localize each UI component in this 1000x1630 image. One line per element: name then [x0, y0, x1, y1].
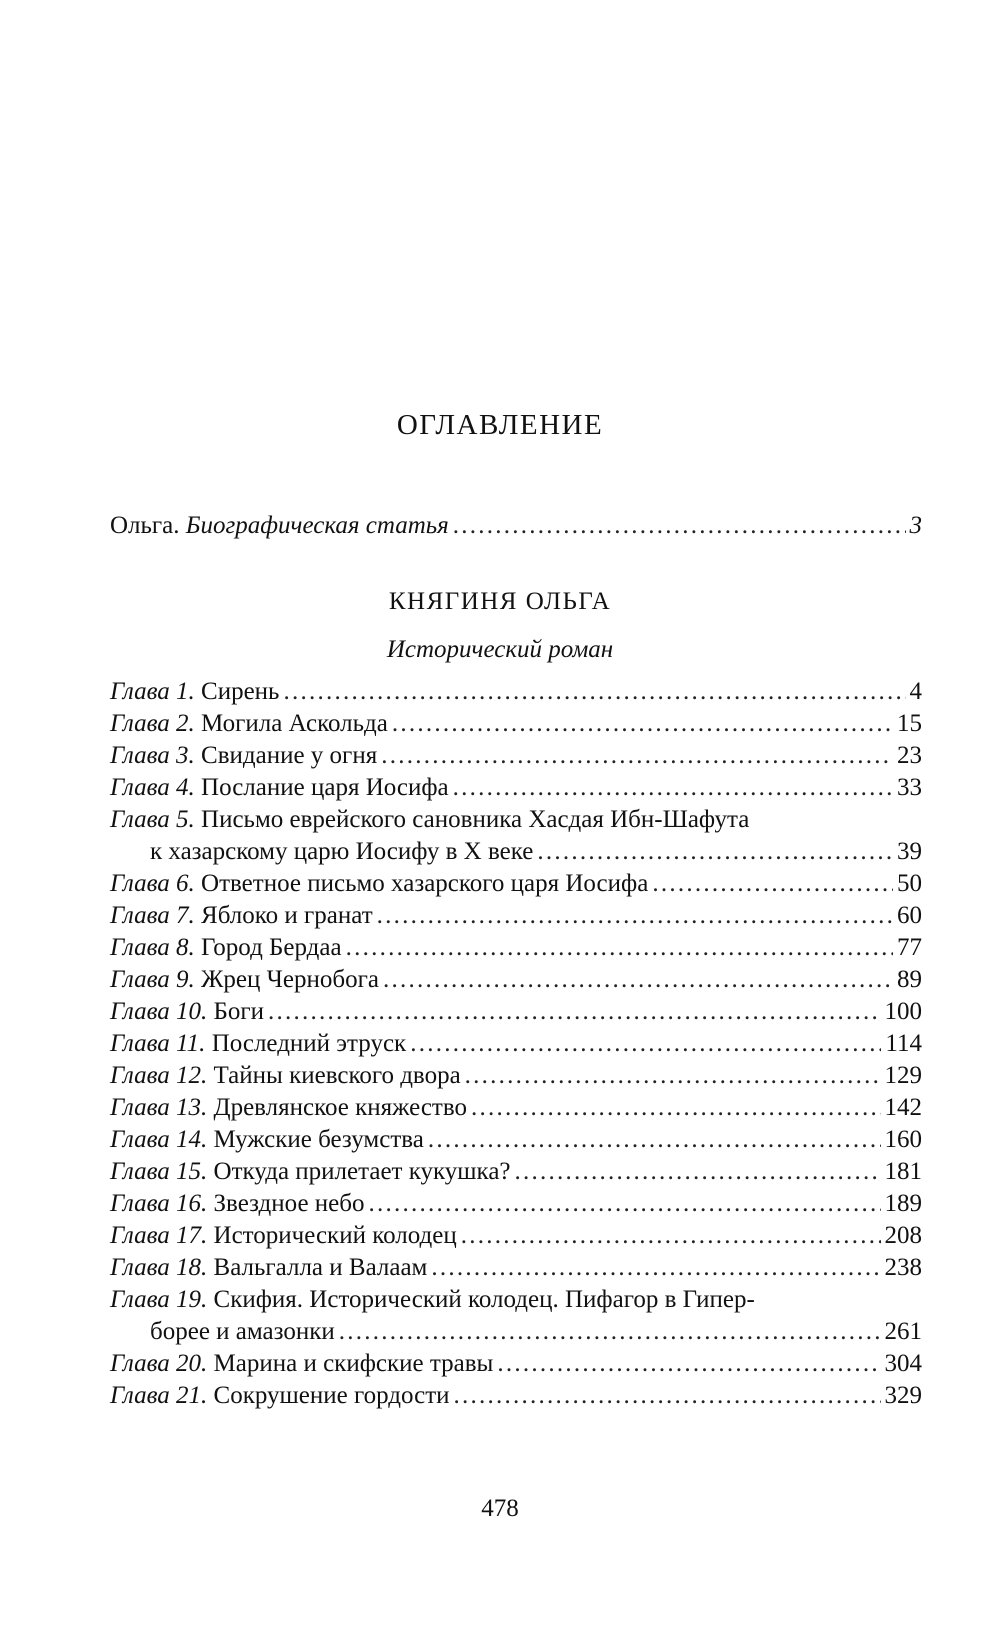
chapter-number: Глава 19. [110, 1286, 208, 1313]
toc-entry-page: 60 [897, 902, 922, 929]
chapter-number: Глава 21. [110, 1382, 208, 1409]
toc-entry-label [110, 804, 749, 836]
toc-entry-chapter-17[interactable] [110, 1220, 922, 1252]
chapter-title: Город Бердаа [194, 934, 342, 961]
toc-entry-page: 100 [884, 998, 922, 1025]
toc-entry-chapter-12[interactable] [110, 1060, 922, 1092]
toc-entry-chapter-6[interactable] [110, 868, 922, 900]
chapter-number: Глава 6. [110, 870, 195, 897]
toc-entry-chapter-1[interactable] [110, 676, 922, 708]
toc-entry-page: 181 [884, 1158, 922, 1185]
chapter-number: Глава 14. [110, 1126, 208, 1153]
chapter-title: Послание царя Иосифа [194, 774, 449, 801]
dot-leader [453, 510, 906, 542]
chapter-title: Откуда прилетает кукушка? [207, 1158, 511, 1185]
intro-italic: Биографическая статья [185, 512, 449, 539]
novel-subtitle: Исторический роман [386, 636, 614, 663]
chapter-number: Глава 8. [110, 934, 195, 961]
dot-leader [383, 964, 893, 996]
chapter-title: Исторический колодец [207, 1222, 457, 1249]
chapter-number: Глава 13. [110, 1094, 208, 1121]
dot-leader [428, 1124, 881, 1156]
toc-entry-label [110, 708, 388, 740]
chapter-title: Сирень [194, 678, 280, 705]
toc-entry-page: 329 [884, 1382, 922, 1409]
toc-entry-page: 3 [909, 512, 922, 539]
toc-entry-page: 23 [897, 742, 922, 769]
toc-entry-page: 261 [884, 1318, 922, 1345]
dot-leader [461, 1220, 881, 1252]
toc-entry-label [110, 1380, 450, 1412]
dot-leader [471, 1092, 881, 1124]
chapter-title-continuation: к хазарскому царю Иосифу в X веке [150, 838, 534, 865]
dot-leader [392, 708, 893, 740]
toc-entry-chapter-3[interactable] [110, 740, 922, 772]
toc-entry-page: 33 [897, 774, 922, 801]
toc-entry-label [110, 1060, 461, 1092]
toc-entry-chapter-21[interactable] [110, 1380, 922, 1412]
toc-entry-chapter-9[interactable] [110, 964, 922, 996]
toc-entry-page: 114 [885, 1030, 922, 1057]
toc-entry-label [110, 1156, 511, 1188]
toc-entry-page: 304 [884, 1350, 922, 1377]
chapter-title: Могила Аскольда [194, 710, 388, 737]
chapter-title: Марина и скифские травы [207, 1350, 494, 1377]
chapter-title: Ответное письмо хазарского царя Иосифа [194, 870, 649, 897]
toc-entry-intro[interactable] [110, 510, 922, 542]
dot-leader [453, 772, 893, 804]
toc-entry-chapter-14[interactable] [110, 1124, 922, 1156]
dot-leader [381, 740, 893, 772]
toc-entry-chapter-20[interactable] [110, 1348, 922, 1380]
chapter-title: Свидание у огня [194, 742, 378, 769]
toc-entry-continuation[interactable] [150, 836, 922, 868]
toc-entry-chapter-16[interactable] [110, 1188, 922, 1220]
chapter-number: Глава 11. [110, 1030, 206, 1057]
chapter-title-continuation: борее и амазонки [150, 1318, 335, 1345]
toc-entry-chapter-8[interactable] [110, 932, 922, 964]
chapter-title: Мужские безумства [207, 1126, 424, 1153]
toc-entry-chapter-19[interactable] [110, 1284, 922, 1316]
chapter-number: Глава 10. [110, 998, 208, 1025]
dot-leader [268, 996, 880, 1028]
toc-title: ОГЛАВЛЕНИЕ [396, 409, 604, 441]
toc-entry-page: 15 [897, 710, 922, 737]
dot-leader [465, 1060, 881, 1092]
toc-entry-chapter-11[interactable] [110, 1028, 922, 1060]
toc-entry-page: 50 [897, 870, 922, 897]
toc-entry-page: 89 [897, 966, 922, 993]
dot-leader [431, 1252, 880, 1284]
chapter-number: Глава 15. [110, 1158, 208, 1185]
toc-entry-label [110, 1348, 493, 1380]
chapter-title: Письмо еврейского сановника Хасдая Ибн-Шафута [194, 806, 750, 833]
chapter-title: Звездное небо [207, 1190, 365, 1217]
novel-title: КНЯГИНЯ ОЛЬГА [388, 588, 612, 615]
toc-entry-label [110, 1092, 467, 1124]
toc-entry-label [110, 1284, 755, 1316]
dot-leader [454, 1380, 881, 1412]
chapter-title: Последний этруск [205, 1030, 407, 1057]
chapter-title: Древлянское княжество [207, 1094, 467, 1121]
toc-entry-chapter-4[interactable] [110, 772, 922, 804]
chapter-number: Глава 9. [110, 966, 195, 993]
toc-entry-chapter-18[interactable] [110, 1252, 922, 1284]
dot-leader [537, 836, 893, 868]
chapter-title: Тайны киевского двора [207, 1062, 461, 1089]
toc-entry-page: 129 [884, 1062, 922, 1089]
toc-entry-page: 77 [897, 934, 922, 961]
toc-entry-label [110, 996, 264, 1028]
chapter-number: Глава 17. [110, 1222, 208, 1249]
dot-leader [497, 1348, 880, 1380]
toc-entry-label [110, 772, 449, 804]
chapter-title: Яблоко и гранат [194, 902, 373, 929]
chapter-number: Глава 1. [110, 678, 195, 705]
dot-leader [339, 1316, 881, 1348]
chapter-title: Скифия. Исторический колодец. Пифагор в Гипер- [207, 1286, 755, 1313]
dot-leader [652, 868, 893, 900]
toc-entry-label [110, 868, 648, 900]
toc-entry-continuation[interactable] [150, 1316, 922, 1348]
toc-entry-label [110, 932, 342, 964]
chapter-number: Глава 5. [110, 806, 195, 833]
chapter-number: Глава 7. [110, 902, 195, 929]
toc-entry-chapter-7[interactable] [110, 900, 922, 932]
toc-entry-page: 160 [884, 1126, 922, 1153]
toc-entry-label [110, 676, 279, 708]
toc-entry-label [110, 510, 449, 542]
chapter-title: Вальгалла и Валаам [207, 1254, 428, 1281]
toc-entry-label [110, 1220, 457, 1252]
toc-entry-chapter-13[interactable] [110, 1092, 922, 1124]
toc-entry-page: 208 [884, 1222, 922, 1249]
dot-leader [368, 1188, 880, 1220]
chapter-number: Глава 12. [110, 1062, 208, 1089]
toc-entry-page: 4 [909, 678, 922, 705]
toc-entry-chapter-2[interactable] [110, 708, 922, 740]
dot-leader [346, 932, 893, 964]
toc-entry-label [110, 740, 377, 772]
dot-leader [410, 1028, 881, 1060]
chapter-number: Глава 4. [110, 774, 195, 801]
toc-entry-page: 189 [884, 1190, 922, 1217]
chapter-title: Сокрушение гордости [207, 1382, 450, 1409]
page-number: 478 [481, 1495, 519, 1522]
toc-entry-page: 142 [884, 1094, 922, 1121]
toc-entry-label [110, 1124, 424, 1156]
toc-entry-label [110, 964, 379, 996]
chapter-number: Глава 16. [110, 1190, 208, 1217]
toc-entry-chapter-15[interactable] [110, 1156, 922, 1188]
toc-entry-label [110, 1028, 406, 1060]
dot-leader [377, 900, 893, 932]
chapter-number: Глава 2. [110, 710, 195, 737]
toc-entry-label [110, 1252, 427, 1284]
chapter-number: Глава 18. [110, 1254, 208, 1281]
toc-entry-chapter-5[interactable] [110, 804, 922, 836]
toc-entry-chapter-10[interactable] [110, 996, 922, 1028]
intro-name: Ольга. [110, 512, 186, 539]
toc-entry-page: 39 [897, 838, 922, 865]
toc-entry-page: 238 [884, 1254, 922, 1281]
dot-leader [515, 1156, 881, 1188]
chapter-title: Боги [207, 998, 265, 1025]
chapter-title: Жрец Чернобога [194, 966, 379, 993]
toc-entry-label [110, 900, 373, 932]
chapter-number: Глава 20. [110, 1350, 208, 1377]
toc-entry-label [110, 1188, 364, 1220]
chapter-number: Глава 3. [110, 742, 195, 769]
dot-leader [283, 676, 905, 708]
